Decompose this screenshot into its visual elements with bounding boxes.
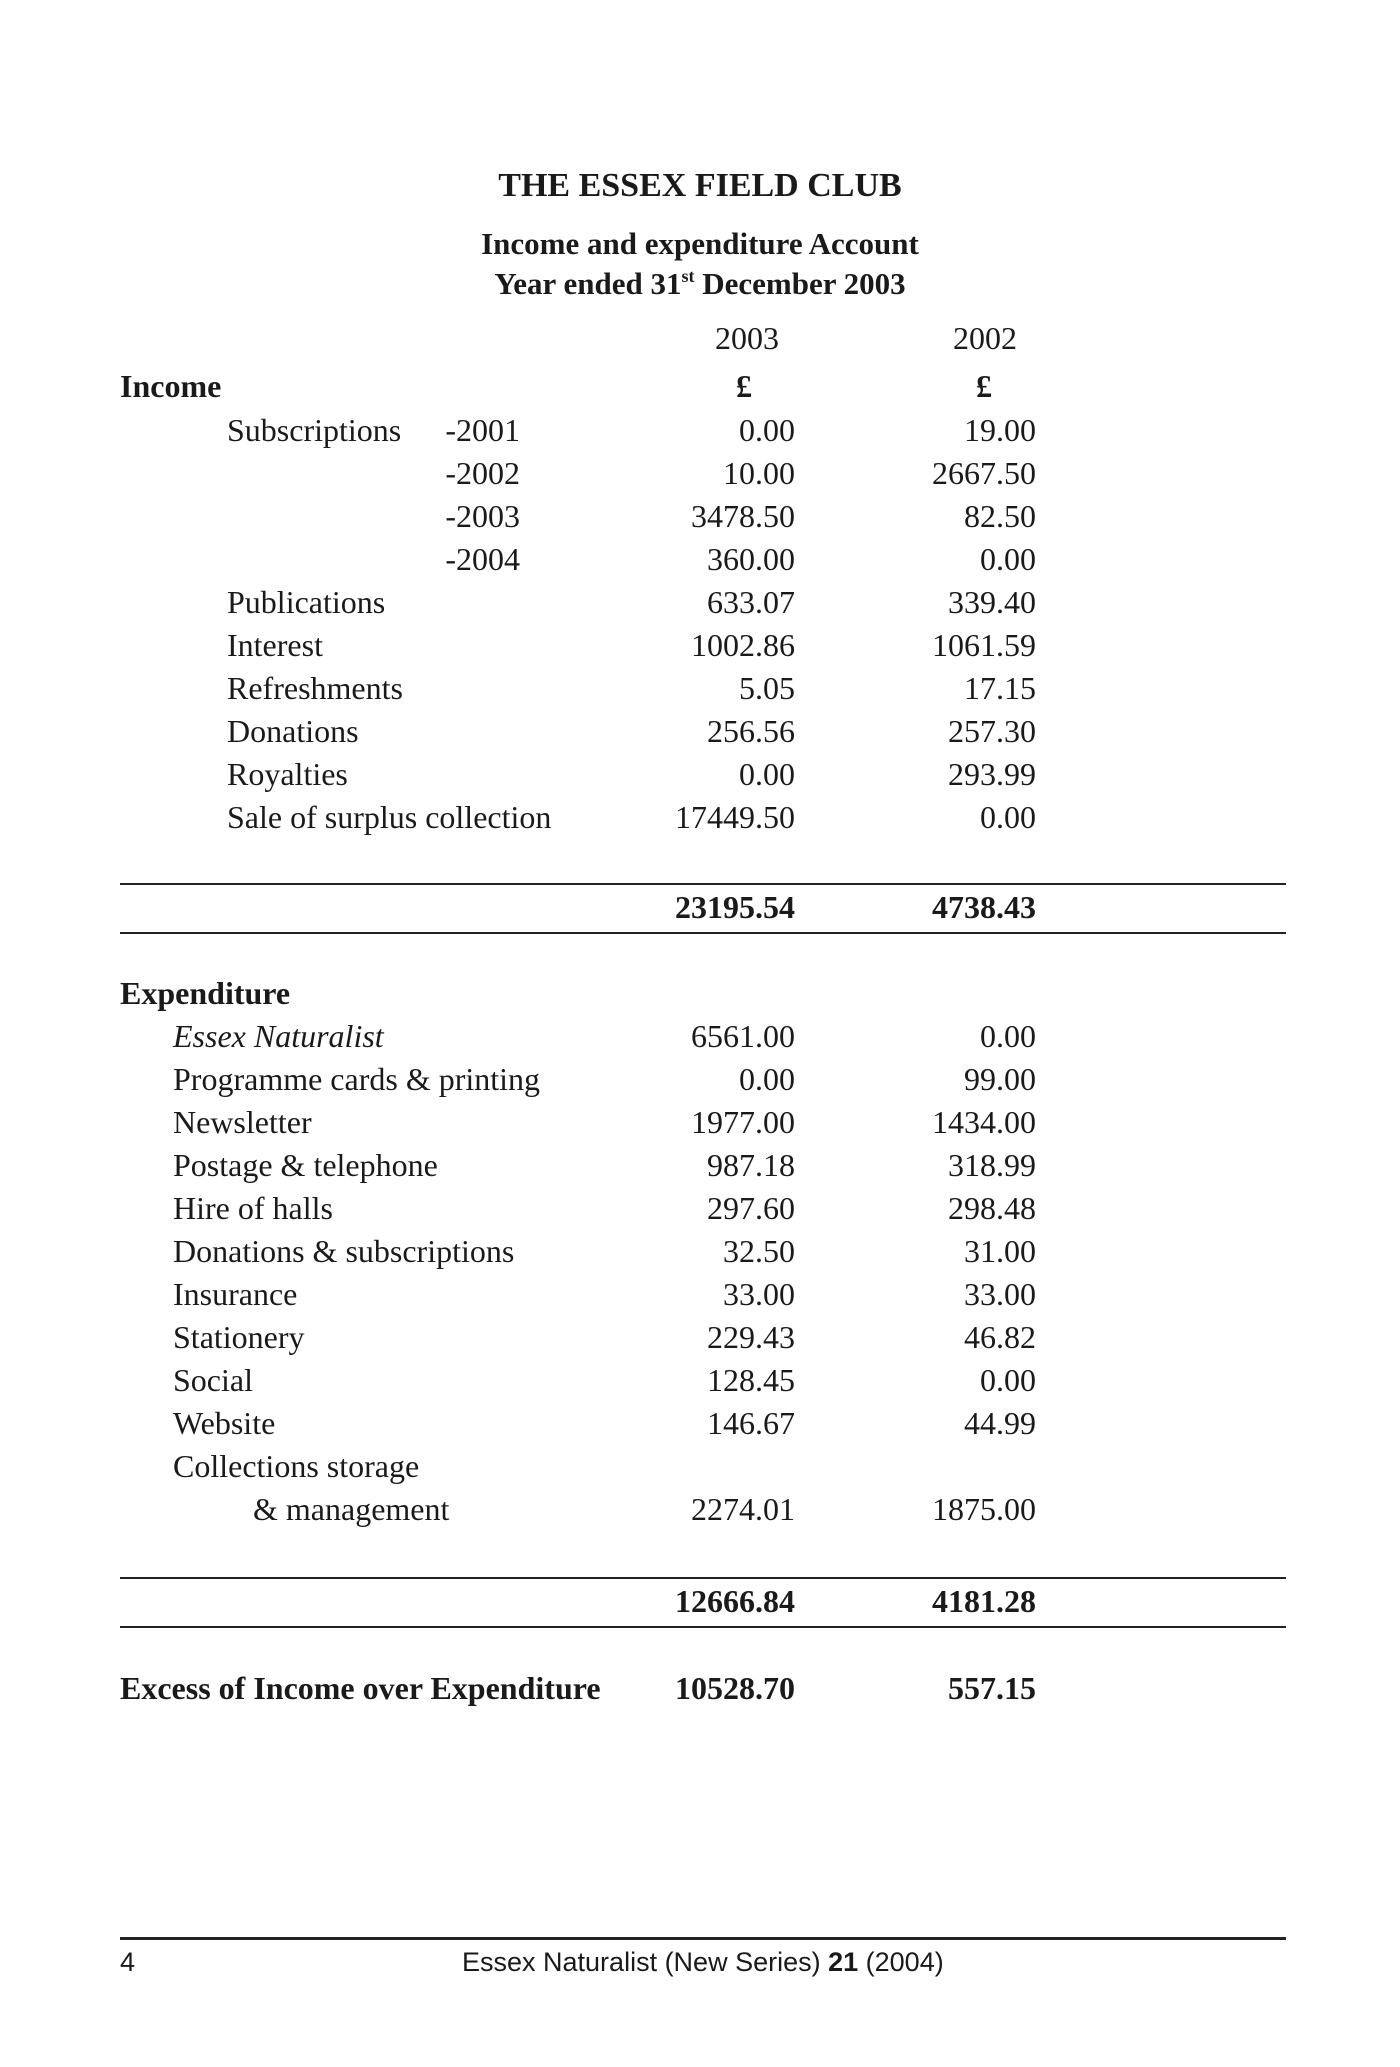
year-ended-ordinal: st <box>681 266 695 286</box>
value-2003: 229.43 <box>707 1319 795 1355</box>
expenditure-label: Newsletter <box>173 1104 312 1140</box>
value-2003: 10.00 <box>723 455 795 491</box>
document-title: THE ESSEX FIELD CLUB <box>498 167 902 204</box>
expenditure-row <box>0 1190 1400 1230</box>
year-ended-prefix: Year ended 31 <box>494 266 682 301</box>
expenditure-label: Essex Naturalist <box>173 1018 384 1054</box>
value-2003: 0.00 <box>739 756 795 792</box>
income-label: Sale of surplus collection <box>227 799 552 835</box>
expenditure-row <box>0 1405 1400 1445</box>
income-row <box>0 670 1400 710</box>
subscription-year: -2002 <box>445 455 520 491</box>
journal-citation <box>462 1947 944 1978</box>
value-2003: 1002.86 <box>691 627 795 663</box>
income-row <box>0 627 1400 667</box>
income-label: Royalties <box>227 756 348 792</box>
value-2003: 256.56 <box>707 713 795 749</box>
value-2002: 0.00 <box>980 799 1036 835</box>
income-label: Subscriptions <box>227 412 402 448</box>
value-2002: 31.00 <box>964 1233 1036 1269</box>
excess-2002: 557.15 <box>948 1670 1036 1706</box>
value-2003: 146.67 <box>707 1405 795 1441</box>
income-row <box>0 498 1400 538</box>
footer-rule <box>120 1937 1286 1940</box>
excess-2003: 10528.70 <box>675 1670 795 1706</box>
value-2002: 293.99 <box>948 756 1036 792</box>
excess-label: Excess of Income over Expenditure <box>120 1670 601 1706</box>
year-header-row <box>0 320 1400 360</box>
value-2003: 0.00 <box>739 412 795 448</box>
excess-row <box>0 1670 1400 1710</box>
income-total-bottom-rule <box>120 932 1286 934</box>
income-total-row <box>0 889 1400 929</box>
income-row <box>0 412 1400 452</box>
journal-name: Essex Naturalist (New Series) <box>462 1947 829 1977</box>
value-2003: 128.45 <box>707 1362 795 1398</box>
income-row <box>0 713 1400 753</box>
value-2002: 2667.50 <box>932 455 1036 491</box>
expenditure-heading: Expenditure <box>120 975 291 1011</box>
value-2003: 32.50 <box>723 1233 795 1269</box>
expenditure-label-continued: & management <box>253 1491 450 1527</box>
value-2002: 1434.00 <box>932 1104 1036 1140</box>
income-total-2002: 4738.43 <box>932 889 1036 925</box>
value-2002: 82.50 <box>964 498 1036 534</box>
expenditure-label: Hire of halls <box>173 1190 333 1226</box>
income-row <box>0 455 1400 495</box>
expenditure-row <box>0 1276 1400 1316</box>
value-2002: 298.48 <box>948 1190 1036 1226</box>
expenditure-label: Insurance <box>173 1276 298 1312</box>
income-row <box>0 541 1400 581</box>
expenditure-label: Stationery <box>173 1319 305 1355</box>
expenditure-row <box>0 1104 1400 1144</box>
page-number: 4 <box>120 1947 136 1977</box>
value-2002: 19.00 <box>964 412 1036 448</box>
value-2002: 0.00 <box>980 1018 1036 1054</box>
value-2003: 5.05 <box>739 670 795 706</box>
value-2003: 1977.00 <box>691 1104 795 1140</box>
year-2002-header: 2002 <box>953 320 1017 356</box>
income-total-2003: 23195.54 <box>675 889 795 925</box>
income-label: Refreshments <box>227 670 403 706</box>
expenditure-total-2003: 12666.84 <box>675 1583 795 1619</box>
expenditure-label: Postage & telephone <box>173 1147 438 1183</box>
value-2003: 33.00 <box>723 1276 795 1312</box>
value-2002: 257.30 <box>948 713 1036 749</box>
value-2002: 17.15 <box>964 670 1036 706</box>
expenditure-label: Collections storage <box>173 1448 420 1484</box>
value-2003: 3478.50 <box>691 498 795 534</box>
value-2002: 99.00 <box>964 1061 1036 1097</box>
expenditure-label: Social <box>173 1362 253 1398</box>
value-2003: 633.07 <box>707 584 795 620</box>
year-ended-line <box>0 266 1400 302</box>
expenditure-label: Donations & subscriptions <box>173 1233 515 1269</box>
value-2002: 339.40 <box>948 584 1036 620</box>
value-2002: 1875.00 <box>932 1491 1036 1527</box>
subscription-year: -2003 <box>445 498 520 534</box>
income-row <box>0 799 1400 839</box>
income-row <box>0 756 1400 796</box>
expenditure-total-top-rule <box>120 1577 1286 1579</box>
currency-2003-header: £ <box>736 368 752 404</box>
value-2003: 2274.01 <box>691 1491 795 1527</box>
expenditure-row <box>0 1061 1400 1101</box>
value-2002: 318.99 <box>948 1147 1036 1183</box>
subscription-year: -2001 <box>445 412 520 448</box>
value-2003: 360.00 <box>707 541 795 577</box>
journal-volume: 21 <box>828 1947 859 1977</box>
journal-year: (2004) <box>858 1947 944 1977</box>
expenditure-total-2002: 4181.28 <box>932 1583 1036 1619</box>
expenditure-total-row <box>0 1583 1400 1623</box>
expenditure-row <box>0 1362 1400 1402</box>
expenditure-row <box>0 1233 1400 1273</box>
income-row <box>0 584 1400 624</box>
income-total-top-rule <box>120 883 1286 885</box>
expenditure-heading-row <box>0 975 1400 1015</box>
value-2002: 46.82 <box>964 1319 1036 1355</box>
value-2003: 297.60 <box>707 1190 795 1226</box>
value-2002: 33.00 <box>964 1276 1036 1312</box>
account-subtitle: Income and expenditure Account <box>481 226 919 261</box>
currency-2002-header: £ <box>976 368 992 404</box>
income-heading: Income <box>120 368 222 404</box>
value-2002: 1061.59 <box>932 627 1036 663</box>
value-2003: 17449.50 <box>675 799 795 835</box>
value-2003: 0.00 <box>739 1061 795 1097</box>
income-label: Interest <box>227 627 323 663</box>
value-2002: 0.00 <box>980 1362 1036 1398</box>
year-2003-header: 2003 <box>715 320 779 356</box>
value-2003: 6561.00 <box>691 1018 795 1054</box>
value-2002: 0.00 <box>980 541 1036 577</box>
expenditure-row <box>0 1448 1400 1488</box>
subscription-year: -2004 <box>445 541 520 577</box>
expenditure-label: Website <box>173 1405 276 1441</box>
expenditure-row <box>0 1147 1400 1187</box>
value-2003: 987.18 <box>707 1147 795 1183</box>
income-heading-row <box>0 368 1400 408</box>
expenditure-row <box>0 1491 1400 1531</box>
expenditure-row <box>0 1018 1400 1058</box>
value-2002: 44.99 <box>964 1405 1036 1441</box>
expenditure-label: Programme cards & printing <box>173 1061 541 1097</box>
expenditure-total-bottom-rule <box>120 1626 1286 1628</box>
income-label: Publications <box>227 584 386 620</box>
expenditure-row <box>0 1319 1400 1359</box>
year-ended-suffix: December 2003 <box>694 266 906 301</box>
income-label: Donations <box>227 713 359 749</box>
